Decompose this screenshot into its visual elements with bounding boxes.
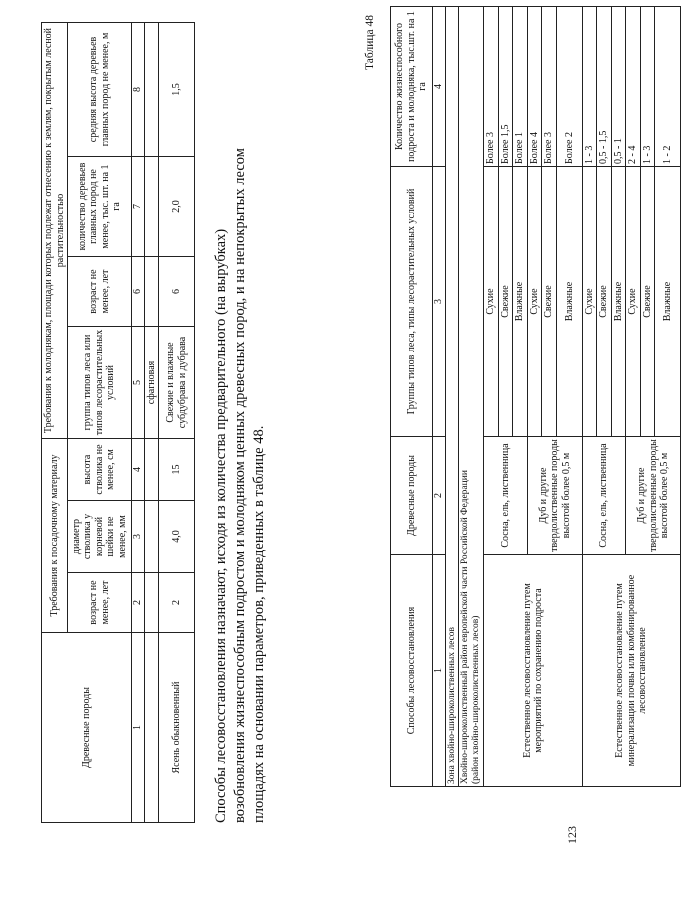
header-forest-group: группа типов леса или типов лесорастительных условий bbox=[68, 327, 132, 439]
paragraph-line: возобновления жизнеспособным подростом и молодняком ценных древесных пород, и на непокрытых лесом bbox=[232, 148, 248, 823]
column-number: 1 bbox=[433, 555, 446, 787]
average-height-cell: 1,5 bbox=[159, 23, 195, 157]
header-age-youngs: возраст не менее, лет bbox=[68, 257, 132, 327]
species-cell: Дуб и другие твердолиственные породы высотой более 0,5 м bbox=[527, 437, 582, 555]
quantity-cell: Более 1 bbox=[513, 7, 528, 167]
condition-cell: Влажные bbox=[611, 167, 626, 437]
condition-cell: Сухие bbox=[484, 167, 499, 437]
table-caption: Таблица 48 bbox=[364, 15, 376, 70]
body-paragraph bbox=[212, 23, 269, 823]
header-age: возраст не менее, лет bbox=[68, 573, 132, 633]
forest-group-cell: Свежие и влажные субдубрава и дубрава bbox=[159, 327, 195, 439]
planting-requirements-table bbox=[41, 22, 195, 823]
column-number: 3 bbox=[433, 167, 446, 437]
species-cell: Сосна, ель, лиственница bbox=[582, 437, 626, 555]
condition-cell: Сухие bbox=[582, 167, 597, 437]
column-number: 2 bbox=[433, 437, 446, 555]
column-number: 6 bbox=[132, 257, 145, 327]
header-species: Древесные породы bbox=[391, 437, 433, 555]
quantity-cell: Более 2 bbox=[556, 7, 582, 167]
quantity-cell: Более 1,5 bbox=[498, 7, 513, 167]
tree-count-cell: 2,0 bbox=[159, 157, 195, 257]
zone-heading: Зона хвойно-широколиственных лесов bbox=[445, 7, 459, 787]
quantity-cell: 0,5 - 1,5 bbox=[597, 7, 612, 167]
condition-cell: Свежие bbox=[498, 167, 513, 437]
method-cell: Естественное лесовосстановление путем мероприятий по сохранению подроста bbox=[484, 555, 583, 787]
column-number: 8 bbox=[132, 23, 145, 157]
species-cell: Сосна, ель, лиственница bbox=[484, 437, 528, 555]
quantity-cell: 1 - 2 bbox=[655, 7, 681, 167]
page-number: 123 bbox=[565, 826, 579, 844]
header-methods: Способы лесовосстановления bbox=[391, 555, 433, 787]
column-number: 3 bbox=[132, 501, 145, 573]
quantity-cell: 2 - 4 bbox=[626, 7, 641, 167]
height-cell: 15 bbox=[159, 439, 195, 501]
method-cell: Естественное лесовосстановление путем минерализации почвы или комбинированное лесовосстановление bbox=[582, 555, 681, 787]
condition-cell: Свежие bbox=[640, 167, 655, 437]
condition-cell: Влажные bbox=[655, 167, 681, 437]
header-tree-count: количество деревьев главных пород не менее, тыс. шт. на 1 га bbox=[68, 157, 132, 257]
quantity-cell: 1 - 3 bbox=[640, 7, 655, 167]
column-number: 7 bbox=[132, 157, 145, 257]
header-diameter: диаметр стволика у корневой шейки не менее, мм bbox=[68, 501, 132, 573]
header-groups: Группы типов леса, типы лесорастительных условий bbox=[391, 167, 433, 437]
condition-cell: Влажные bbox=[513, 167, 528, 437]
quantity-cell: 1 - 3 bbox=[582, 7, 597, 167]
species-cell: Ясень обыкновенный bbox=[159, 633, 195, 823]
header-quantity: Количество жизнеспособного подроста и молодняка, тыс.шт. на 1 га bbox=[391, 7, 433, 167]
age-youngs-cell: 6 bbox=[159, 257, 195, 327]
column-number: 4 bbox=[433, 7, 446, 167]
age-cell: 2 bbox=[159, 573, 195, 633]
region-line: (район хвойно-широколиственных лесов) bbox=[471, 615, 482, 784]
column-number: 1 bbox=[132, 633, 145, 823]
region-line: Хвойно-широколиственный район европейской части Российской Федерации bbox=[460, 470, 471, 784]
paragraph-line: Способы лесовосстановления назначают, исходя из количества предварительного (на вырубках) bbox=[213, 228, 229, 823]
paragraph-line: площадях на основании параметров, приведенных в таблице 48. bbox=[251, 425, 267, 823]
condition-cell: Свежие bbox=[542, 167, 557, 437]
header-planting-requirements: Требования к посадочному материалу bbox=[42, 439, 68, 633]
header-height: высота стволика не менее, см bbox=[68, 439, 132, 501]
condition-cell: Сухие bbox=[626, 167, 641, 437]
column-number: 5 bbox=[132, 327, 145, 439]
table-48 bbox=[390, 6, 681, 787]
header-species: Древесные породы bbox=[42, 633, 132, 823]
column-number: 4 bbox=[132, 439, 145, 501]
header-average-height: средняя высота деревьев главных пород не менее, м bbox=[68, 23, 132, 157]
forest-group-cell: сфагновая bbox=[144, 327, 159, 439]
header-youngs-requirements: Требования к молоднякам, площади которых подлежат отнесению к землям, покрытым лесной растительностью bbox=[42, 23, 68, 439]
quantity-cell: Более 3 bbox=[542, 7, 557, 167]
condition-cell: Влажные bbox=[556, 167, 582, 437]
quantity-cell: Более 3 bbox=[484, 7, 499, 167]
diameter-cell: 4,0 bbox=[159, 501, 195, 573]
condition-cell: Свежие bbox=[597, 167, 612, 437]
region-heading bbox=[459, 7, 484, 787]
quantity-cell: Более 4 bbox=[527, 7, 542, 167]
quantity-cell: 0,5 - 1 bbox=[611, 7, 626, 167]
column-number: 2 bbox=[132, 573, 145, 633]
species-cell: Дуб и другие твердолиственные породы высотой более 0,5 м bbox=[626, 437, 681, 555]
condition-cell: Сухие bbox=[527, 167, 542, 437]
